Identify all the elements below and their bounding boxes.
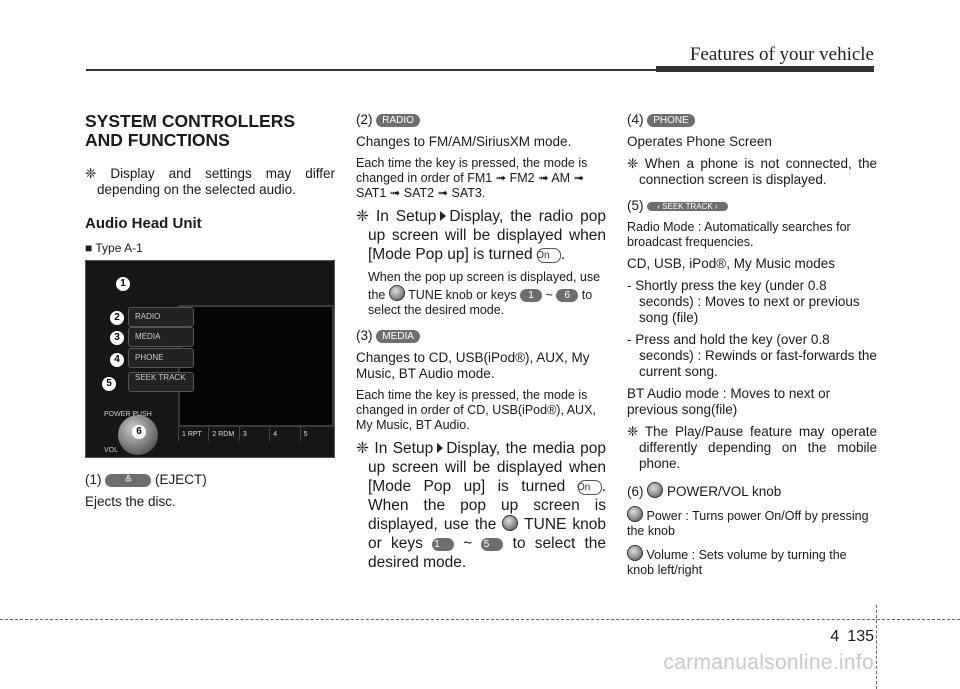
item-4-note: ❈ When a phone is not connected, the connection screen is displayed. (627, 156, 877, 187)
power-vol-knob-icon (647, 482, 663, 498)
seek-button-img: SEEK TRACK (128, 372, 194, 392)
display-note: ❈ Display and settings may differ depending on the selected audio. (85, 166, 336, 197)
callout-1: 1 (116, 277, 130, 291)
item-3-order: Each time the key is pressed, the mode is changed in order of CD, USB(iPod®), AUX, My Music, BT Audio. (356, 388, 596, 432)
item-5-note: ❈ The Play/Pause feature may operate differently depending on the mobile phone. (627, 424, 877, 471)
preset-1-key-icon: 1 (520, 289, 542, 302)
knob-icon (627, 545, 643, 561)
item-2-order: Each time the key is pressed, the mode is changed in order of FM1 ➟ FM2 ➟ AM ➟ SAT1 ➟ SAT2 ➟ SAT3. (356, 156, 588, 200)
section-title: Features of your vehicle (689, 44, 874, 65)
item-2-note: ❈ In Setup Display, the radio pop up screen will be displayed when [Mode Pop up] is turned On . (356, 208, 606, 263)
item-6-volume: Volume : Sets volume by turning the knob left/right (627, 545, 877, 578)
item-5-long: - Press and hold the key (over 0.8 seconds) : Rewinds or fast-forwards the current song. (627, 332, 877, 379)
phone-key-icon: PHONE (647, 114, 695, 127)
column-3 (627, 112, 877, 584)
media-key-icon: MEDIA (376, 330, 420, 343)
item-6-line: (6) POWER/VOL knob (627, 484, 782, 499)
power-push-label: POWER PUSH (104, 411, 152, 418)
item-2-desc: Changes to FM/AM/SiriusXM mode. (356, 134, 572, 149)
item-5-line: (5) ‹ SEEK TRACK › (627, 198, 877, 214)
eject-key-icon: ≙ (105, 474, 151, 487)
item-6-power: Power : Turns power On/Off by pressing the knob (627, 506, 877, 539)
item-4-desc: Operates Phone Screen (627, 134, 772, 149)
item-5-short: - Shortly press the key (under 0.8 seconds) : Moves to next or previous song (file) (627, 278, 860, 325)
callout-2: 2 (110, 311, 124, 325)
callout-5: 5 (102, 377, 116, 391)
seek-track-key-icon: ‹ SEEK TRACK › (647, 202, 727, 211)
on-key-icon: On (578, 480, 602, 495)
item-1-desc: Ejects the disc. (85, 494, 176, 509)
page-number: 4 135 (830, 628, 874, 645)
phone-button-img: PHONE (128, 348, 194, 368)
footer-rule (0, 619, 960, 620)
on-key-icon: On (537, 248, 561, 263)
item-2-small: When the pop up screen is displayed, use the TUNE knob or keys 1 ~ 6 to select the desired mode. (368, 270, 601, 317)
tune-knob-icon (389, 285, 405, 301)
callout-3: 3 (110, 331, 124, 345)
watermark: carmanualsonline.info (663, 651, 874, 674)
preset-5-key-icon: 5 (481, 538, 503, 551)
header-rule-thick (656, 66, 874, 72)
preset-6-key-icon: 6 (556, 289, 578, 302)
media-button-img: MEDIA (128, 327, 194, 347)
preset-1-key-icon: 1 (432, 538, 454, 551)
item-3-note: ❈ In Setup Display, the media pop up screen will be displayed when [Mode Pop up] is turned On . When the pop up screen is displayed, use the TUNE knob or keys 1 ~ 5 to select the desired mode. (356, 440, 606, 571)
vol-label: VOL (104, 447, 119, 454)
arrow-right-icon (440, 211, 446, 221)
knob-icon (627, 506, 643, 522)
preset-buttons-img: 1 RPT 2 RDM 3 4 5 (178, 427, 330, 441)
sub-heading: Audio Head Unit (85, 215, 202, 232)
display-screen (178, 305, 334, 427)
section-heading: SYSTEM CONTROLLERS AND FUNCTIONS (85, 111, 296, 150)
item-5-cd: CD, USB, iPod®, My Music modes (627, 256, 835, 271)
item-3-desc: Changes to CD, USB(iPod®), AUX, My Music, BT Audio mode. (356, 350, 590, 381)
arrow-right-icon (437, 443, 443, 453)
item-5-bt: BT Audio mode : Moves to next or previous song(file) (627, 386, 831, 417)
item-2-line: (2) RADIO (356, 112, 606, 128)
radio-key-icon: RADIO (376, 114, 420, 127)
callout-4: 4 (110, 353, 124, 367)
callout-6: 6 (132, 425, 146, 439)
type-label: ■ Type A-1 (85, 241, 143, 255)
audio-head-unit-figure (85, 260, 335, 458)
tune-knob-icon (502, 515, 518, 531)
item-5-radio: Radio Mode : Automatically searches for broadcast frequencies. (627, 220, 851, 249)
item-1-line: (1) ≙ (EJECT) (85, 472, 207, 487)
column-1 (85, 112, 335, 516)
radio-button-img: RADIO (128, 307, 194, 327)
column-2 (356, 112, 606, 578)
item-3-line: (3) MEDIA (356, 328, 606, 344)
item-4-line: (4) PHONE (627, 112, 877, 128)
footer-vertical-rule (876, 605, 877, 689)
